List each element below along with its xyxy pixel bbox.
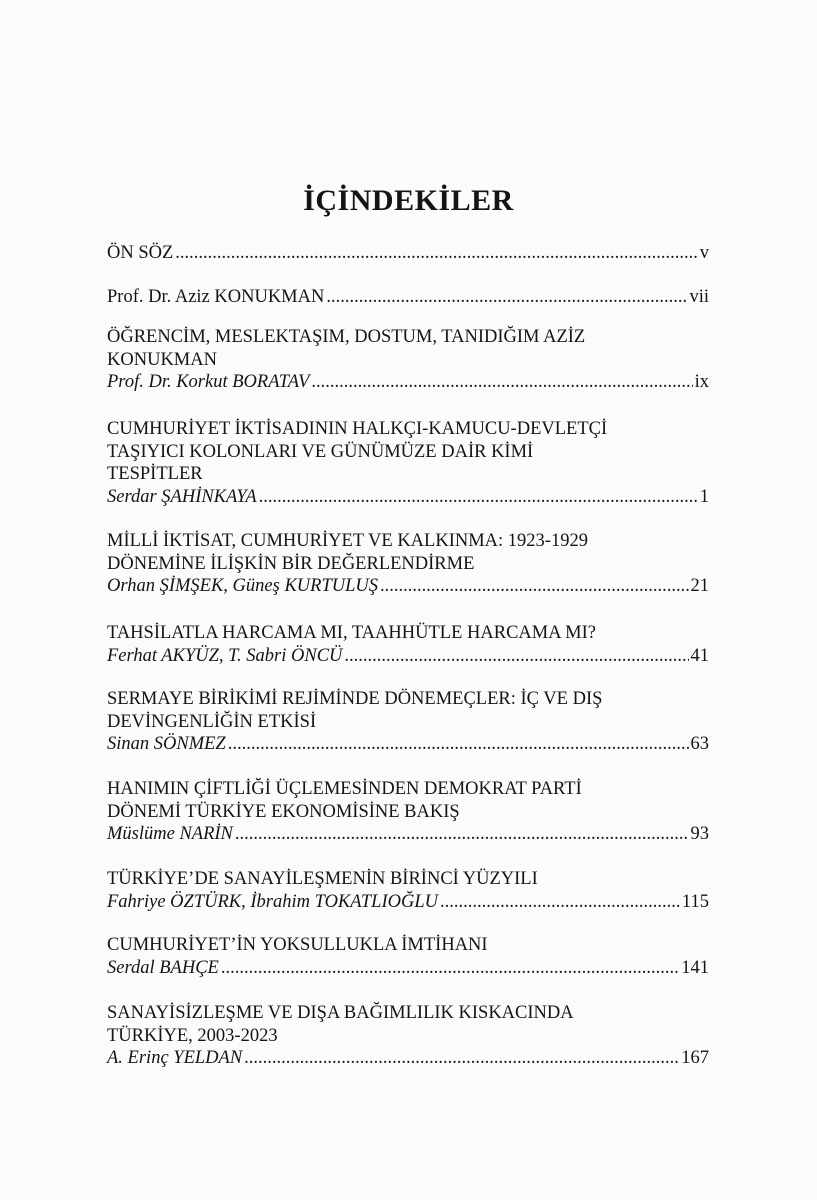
leader-dots [326,286,687,309]
entry-title-line: MİLLİ İKTİSAT, CUMHURİYET VE KALKINMA: 1923-1929 [107,531,588,551]
page-title: İÇİNDEKİLER [303,184,514,217]
entry-author: Orhan ŞİMŞEK, Güneş KURTULUŞ [107,576,379,596]
toc-entry-bahce [107,934,709,979]
page-number: 63 [690,734,709,754]
page-number: v [699,243,709,263]
entry-title-line: DÖNEMİNE İLİŞKİN BİR DEĞERLENDİRME [107,553,475,574]
entry-author: Serdar ŞAHİNKAYA [107,486,257,507]
leader-dots [344,645,688,668]
entry-author: Prof. Dr. Korkut BORATAV [107,372,310,392]
entry-title-line: SANAYİSİZLEŞME VE DIŞA BAĞIMLILIK KISKACINDA [107,1003,574,1023]
entry-author: Sinan SÖNMEZ [107,734,226,754]
entry-author: A. Erinç YELDAN [107,1048,243,1068]
entry-title-line: TESPİTLER [107,464,203,484]
toc-entry-boratav [107,326,709,394]
toc-entry-sahinkaya [107,418,709,508]
toc-entry-akyuz [107,622,709,667]
entry-author: Fahriye ÖZTÜRK, İbrahim TOKATLIOĞLU [107,891,438,912]
entry-title-line: HANIMIN ÇİFTLİĞİ ÜÇLEMESİNDEN DEMOKRAT PARTİ [107,779,582,799]
entry-title-line: TÜRKİYE, 2003-2023 [107,1025,278,1046]
page-number: 21 [690,576,709,596]
entry-title-line: CUMHURİYET İKTİSADININ HALKÇI-KAMUCU-DEVLETÇİ [107,419,608,439]
toc-entry-narin [107,778,709,846]
entry-title-line: TAHSİLATLA HARCAMA MI, TAAHHÜTLE HARCAMA MI? [107,623,597,643]
entry-author: Müslüme NARİN [107,824,233,844]
page-number: ix [694,372,709,392]
toc-entry-ozturk [107,868,709,913]
page-number: vii [689,287,709,307]
entry-author: Ferhat AKYÜZ, T. Sabri ÖNCÜ [107,645,343,666]
entry-title-line: KONUKMAN [107,349,217,370]
page-number: 115 [681,891,709,912]
leader-dots [221,957,679,980]
toc-entry-sonmez [107,688,709,756]
entry-title: ÖN SÖZ [107,243,174,263]
leader-dots [380,575,688,598]
leader-dots [175,242,697,265]
entry-title-line: TAŞIYICI KOLONLARI VE GÜNÜMÜZE DAİR KİMİ [107,441,534,462]
entry-title-line: TÜRKİYE’DE SANAYİLEŞMENİN BİRİNCİ YÜZYILI [107,869,538,889]
entry-author: Serdal BAHÇE [107,957,219,978]
toc-entry-konukman [107,286,709,309]
page-number: 1 [699,486,709,507]
entry-title-line: ÖĞRENCİM, MESLEKTAŞIM, DOSTUM, TANIDIĞIM AZİZ [107,327,586,347]
toc-entry-yeldan [107,1002,709,1070]
toc-entry-simsek [107,530,709,598]
entry-title-line: DÖNEMİ TÜRKİYE EKONOMİSİNE BAKIŞ [107,801,460,822]
leader-dots [235,823,689,846]
page-number: 93 [690,824,709,844]
leader-dots [440,891,680,914]
entry-author: Prof. Dr. Aziz KONUKMAN [107,287,325,307]
page-number: 141 [681,957,709,978]
toc-entry-on-soz [107,242,709,265]
entry-title-line: SERMAYE BİRİKİMİ REJİMİNDE DÖNEMEÇLER: İÇ VE DIŞ [107,689,603,709]
leader-dots [244,1047,679,1070]
entry-title-line: DEVİNGENLİĞİN ETKİSİ [107,711,317,732]
leader-dots [228,733,689,756]
page-number: 167 [681,1048,709,1068]
leader-dots [259,486,698,509]
entry-title-line: CUMHURİYET’İN YOKSULLUKLA İMTİHANI [107,935,488,955]
page-number: 41 [690,645,709,666]
leader-dots [311,371,692,394]
